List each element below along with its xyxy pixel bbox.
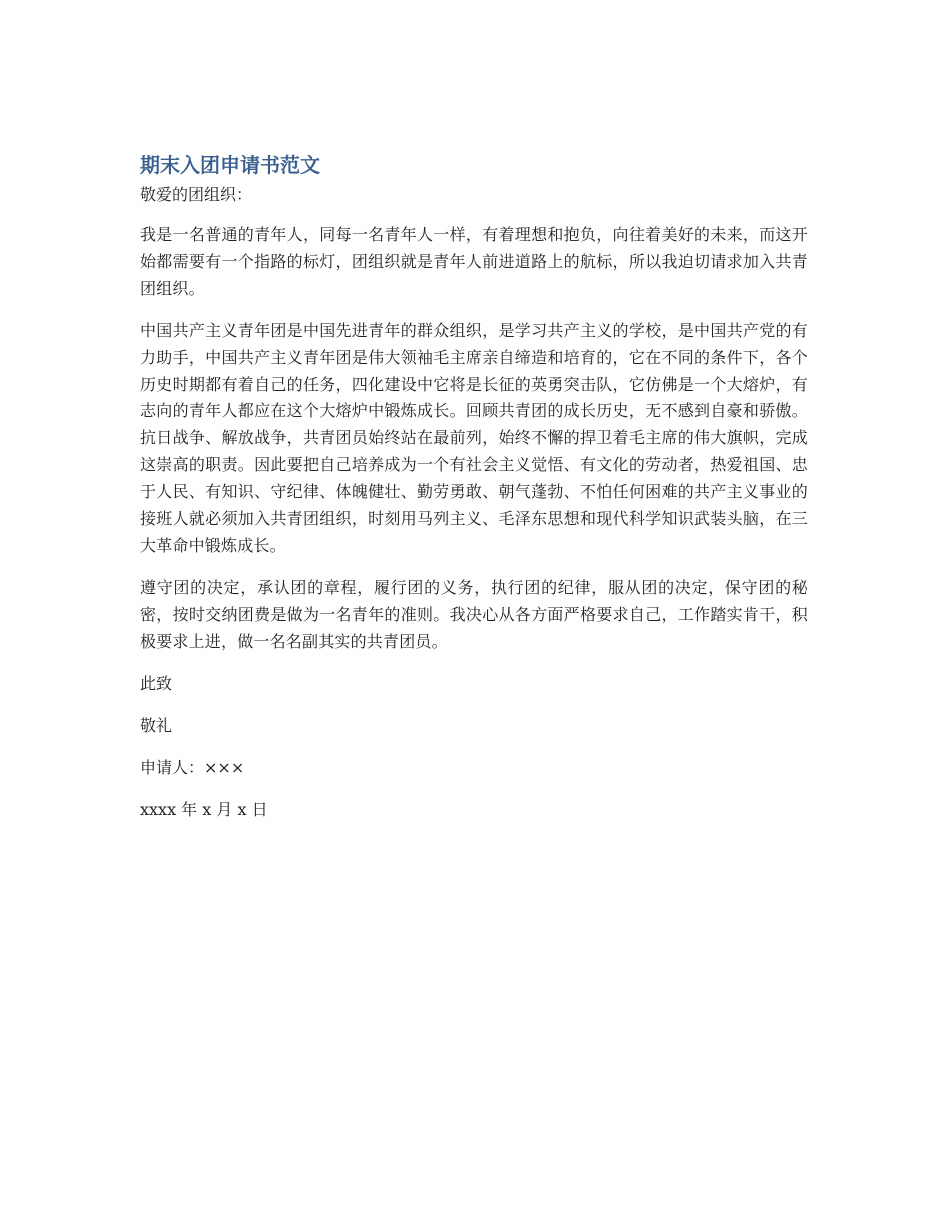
document-page bbox=[140, 150, 808, 839]
body-paragraph-3: 遵守团的决定，承认团的章程，履行团的义务，执行团的纪律，服从团的决定，保守团的秘密，按时交纳团费是做为一名青年的准则。我决心从各方面严格要求自己，工作踏实肯干，积极要求上进，做一名名副其实的共青团员。 bbox=[140, 577, 808, 651]
closing-greeting: 此致 bbox=[140, 673, 173, 693]
body-paragraph-1: 我是一名普通的青年人，同每一名青年人一样，有着理想和抱负，向往着美好的未来，而这开始都需要有一个指路的标灯，团组织就是青年人前进道路上的航标，所以我迫切请求加入共青团组织。 bbox=[140, 225, 808, 298]
closing-salute: 敬礼 bbox=[140, 715, 173, 735]
body-paragraph-2: 中国共产主义青年团是中国先进青年的群众组织，是学习共产主义的学校，是中国共产党的有力助手，中国共产主义青年团是伟大领袖毛主席亲自缔造和培育的，它在不同的条件下，各个历史时期都有着自己的任务，四化建设中它将是长征的英勇突击队，它仿佛是一个大熔炉，有志向的青年人都应在这个大熔炉中锻炼成长。回顾共青团的成长历史，无不感到自豪和骄傲。抗日战争、解放战争，共青团员始终站在最前列，始终不懈的捍卫着毛主席的伟大旗帜，完成这崇高的职责。因此要把自己培养成为一个有社会主义觉悟、有文化的劳动者，热爱祖国、忠于人民、有知识、守纪律、体魄健壮、勤劳勇敢、朝气蓬勃、不怕任何困难的共产主义事业的接班人就必须加入共青团组织，时刻用马列主义、毛泽东思想和现代科学知识武装头脑，在三大革命中锻炼成长。 bbox=[140, 320, 808, 555]
document-title: 期末入团申请书范文 bbox=[140, 153, 320, 177]
applicant-line: 申请人：××× bbox=[140, 757, 245, 777]
salutation: 敬爱的团组织： bbox=[140, 185, 253, 204]
date-line: xxxx 年 x 月 x 日 bbox=[140, 799, 268, 819]
